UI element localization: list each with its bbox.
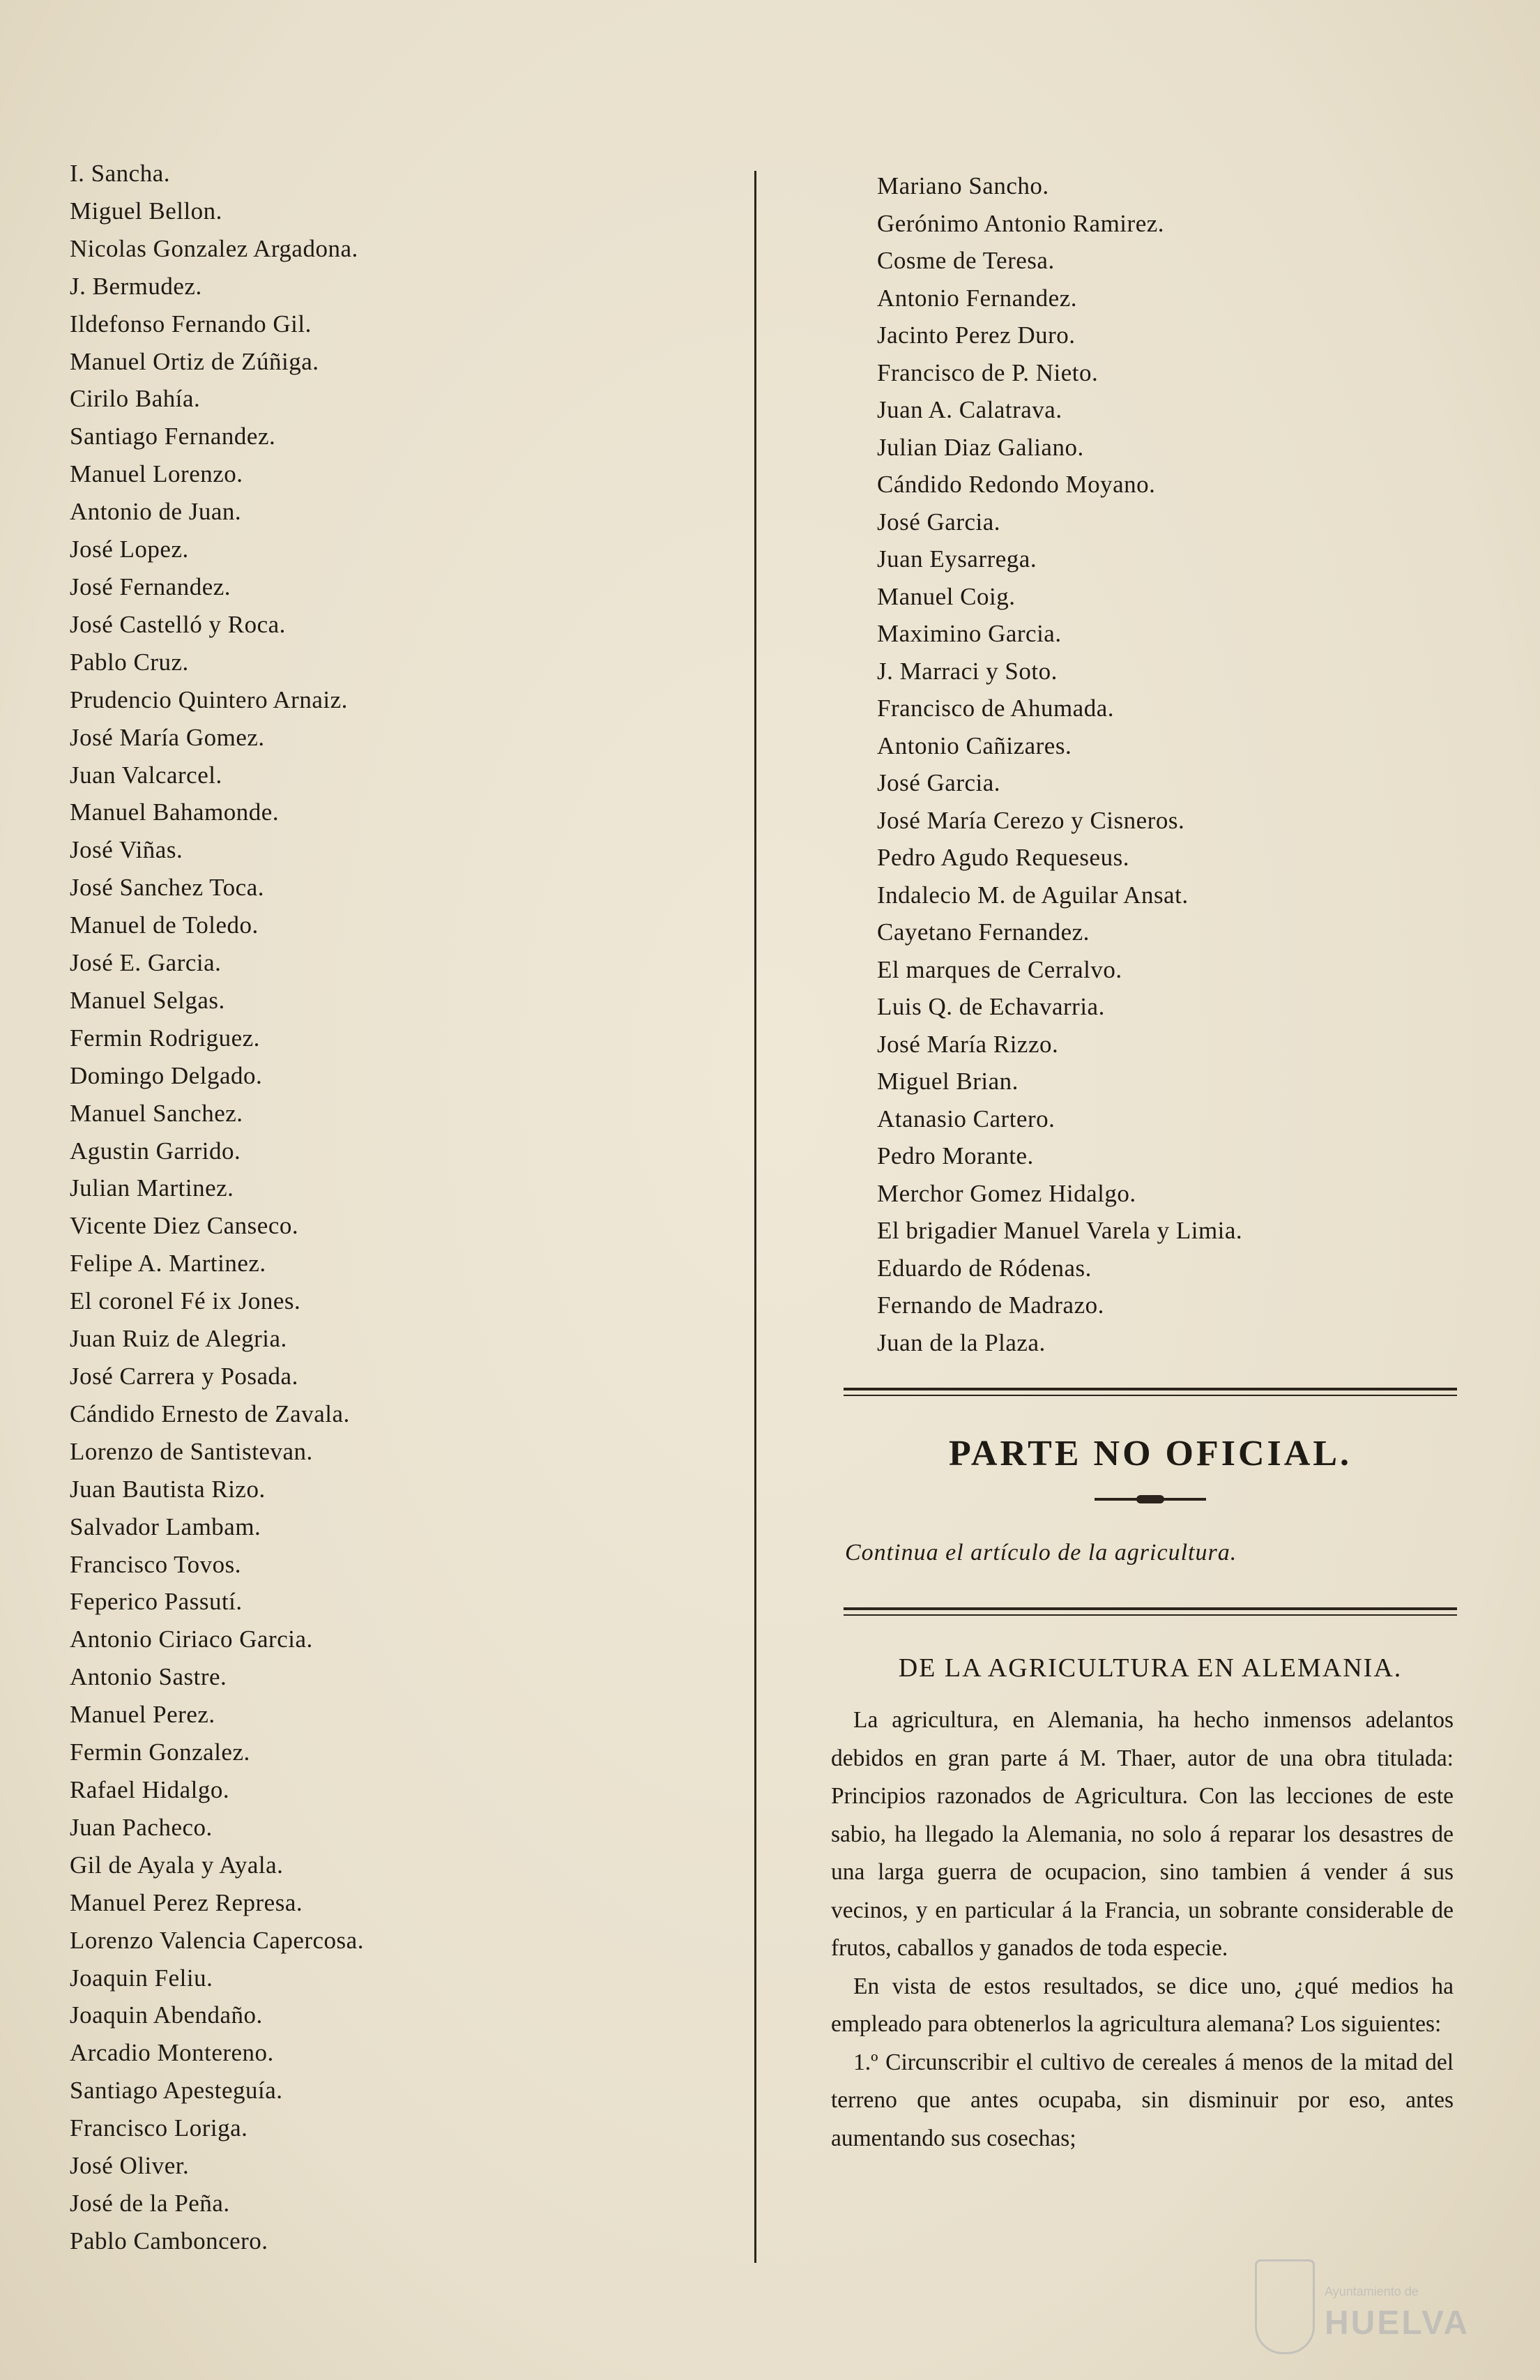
signatory-name: Joaquin Abendaño. xyxy=(70,2001,263,2029)
seal-big-text: HUELVA xyxy=(1325,2305,1470,2342)
column-divider xyxy=(754,171,756,2263)
signatory-name: Agustin Garrido. xyxy=(70,1137,241,1165)
signatory-name: José Fernandez. xyxy=(70,573,231,600)
signatory-name: José María Rizzo. xyxy=(877,1030,1059,1058)
shield-icon xyxy=(1255,2259,1315,2354)
signatory-name: Francisco Tovos. xyxy=(70,1550,241,1578)
signatory-name: José María Cerezo y Cisneros. xyxy=(877,806,1185,834)
signatory-name: Joaquin Feliu. xyxy=(70,1964,213,1992)
signatory-name: José E. Garcia. xyxy=(70,949,222,977)
signatory-name: Manuel Perez. xyxy=(70,1701,215,1729)
signatory-name: Rafael Hidalgo. xyxy=(70,1775,230,1803)
signatory-name: Ildefonso Fernando Gil. xyxy=(70,310,312,338)
signatory-name: Manuel Bahamonde. xyxy=(70,798,280,826)
signatory-name: Juan A. Calatrava. xyxy=(877,396,1062,423)
signatory-name: Manuel Lorenzo. xyxy=(70,460,243,488)
signatory-name: Cándido Ernesto de Zavala. xyxy=(70,1400,350,1427)
signatory-name: Merchor Gomez Hidalgo. xyxy=(877,1179,1136,1207)
signatory-name: Jacinto Perez Duro. xyxy=(877,321,1076,349)
signatory-name: José Sanchez Toca. xyxy=(70,874,265,902)
signatory-name: Domingo Delgado. xyxy=(70,1061,263,1089)
signatory-name: Gil de Ayala y Ayala. xyxy=(70,1851,284,1879)
signatory-name: Pedro Agudo Requeseus. xyxy=(877,844,1129,871)
continuation-note: Continua el artículo de la agricultura. xyxy=(845,1540,1237,1566)
ornament-divider xyxy=(1095,1498,1206,1501)
signatory-name: Pablo Cruz. xyxy=(70,648,189,676)
signatory-name: Gerónimo Antonio Ramirez. xyxy=(877,209,1165,237)
signatory-name: Francisco de P. Nieto. xyxy=(877,358,1099,386)
signatory-name: Antonio Ciriaco Garcia. xyxy=(70,1625,313,1653)
signatory-name: Francisco de Ahumada. xyxy=(877,695,1114,722)
article-title: DE LA AGRICULTURA EN ALEMANIA. xyxy=(898,1653,1403,1683)
signatory-name: J. Bermudez. xyxy=(70,272,202,300)
signatory-name: Juan Bautista Rizo. xyxy=(70,1475,266,1503)
article-body xyxy=(831,1701,1454,2158)
article-paragraph: La agricultura, en Alemania, ha hecho inmensos adelantos debidos en gran parte á M. Thaer, autor de una obra titulada: Principios razonados de Agricultura. Con las lecciones de este sabio, ha llegado la Alemania, no solo á reparar los desastres de una larga guerra de ocupacion, sino tambien á vender á sus vecinos, y en particular á la Francia, un sobrante considerable de frutos, caballos y ganados de toda especie. xyxy=(831,1707,1454,1961)
signatory-name: El coronel Fé ix Jones. xyxy=(70,1287,301,1315)
signatory-name: Manuel Sanchez. xyxy=(70,1099,243,1127)
signatory-name: Cirilo Bahía. xyxy=(70,385,201,413)
seal-small-text: Ayuntamiento de xyxy=(1325,2284,1419,2298)
signatory-name: Julian Diaz Galiano. xyxy=(877,433,1084,461)
signatory-name: Atanasio Cartero. xyxy=(877,1105,1055,1132)
signatory-name: Arcadio Montereno. xyxy=(70,2039,274,2067)
signatory-name: Julian Martinez. xyxy=(70,1174,234,1202)
signatory-name: Juan Eysarrega. xyxy=(877,545,1037,573)
signatory-name: Fermin Rodriguez. xyxy=(70,1024,260,1052)
signatory-name: Cayetano Fernandez. xyxy=(877,918,1090,946)
signatory-name: José de la Peña. xyxy=(70,2189,230,2217)
signatory-name: Lorenzo Valencia Capercosa. xyxy=(70,1926,364,1954)
signatory-name: Manuel de Toledo. xyxy=(70,911,259,939)
signatory-name: Maximino Garcia. xyxy=(877,620,1062,647)
signatory-name: Manuel Ortiz de Zúñiga. xyxy=(70,347,319,375)
signatory-name: Fernando de Madrazo. xyxy=(877,1291,1104,1319)
signatory-name: Manuel Selgas. xyxy=(70,986,225,1014)
signatory-name: J. Marraci y Soto. xyxy=(877,657,1058,685)
signatory-name: Luis Q. de Echavarria. xyxy=(877,993,1105,1020)
article-paragraph: En vista de estos resultados, se dice uno, ¿qué medios ha empleado para obtenerlos la agricultura alemana? Los siguientes: xyxy=(831,1973,1454,2037)
signatory-name: Eduardo de Ródenas. xyxy=(877,1254,1092,1282)
signatory-name: Santiago Apesteguía. xyxy=(70,2077,283,2105)
signatory-name: Lorenzo de Santistevan. xyxy=(70,1437,313,1465)
signatory-name: Santiago Fernandez. xyxy=(70,423,276,450)
signatory-name: Antonio Sastre. xyxy=(70,1663,227,1691)
signatory-name: El marques de Cerralvo. xyxy=(877,955,1122,983)
signatory-name: Juan Ruiz de Alegria. xyxy=(70,1325,287,1353)
section-rule-top xyxy=(844,1388,1457,1396)
signatory-name: El brigadier Manuel Varela y Limia. xyxy=(877,1217,1243,1244)
signatory-name: José Viñas. xyxy=(70,836,183,864)
signatory-name: Pedro Morante. xyxy=(877,1142,1034,1169)
signatory-name: José Castelló y Roca. xyxy=(70,610,286,638)
section-title: PARTE NO OFICIAL. xyxy=(948,1434,1352,1473)
section-rule-bottom xyxy=(844,1607,1457,1616)
signatory-name: Cándido Redondo Moyano. xyxy=(877,471,1156,498)
signatory-name: José Carrera y Posada. xyxy=(70,1363,298,1390)
signatory-name: Cosme de Teresa. xyxy=(877,247,1055,274)
signatory-name: Feperico Passutí. xyxy=(70,1588,243,1616)
signatory-name: Juan Pacheco. xyxy=(70,1813,213,1841)
signatory-name: José Oliver. xyxy=(70,2152,190,2180)
signatory-name: I. Sancha. xyxy=(70,160,170,187)
signatory-name: Francisco Loriga. xyxy=(70,2114,248,2142)
signatory-name: Prudencio Quintero Arnaiz. xyxy=(70,685,348,713)
signatory-name: José Garcia. xyxy=(877,508,1001,536)
signatory-name: José María Gomez. xyxy=(70,723,265,751)
signatory-name: Manuel Coig. xyxy=(877,582,1016,610)
signatory-name: Indalecio M. de Aguilar Ansat. xyxy=(877,881,1189,909)
signatory-name: Antonio de Juan. xyxy=(70,498,242,526)
signatory-name: Miguel Brian. xyxy=(877,1068,1019,1095)
signatory-name: Antonio Fernandez. xyxy=(877,284,1077,312)
signatory-name: Nicolas Gonzalez Argadona. xyxy=(70,234,358,262)
signatory-name: Salvador Lambam. xyxy=(70,1513,261,1540)
signatory-name: José Garcia. xyxy=(877,769,1001,796)
signatory-name: Antonio Cañizares. xyxy=(877,732,1072,759)
signatory-name: Juan Valcarcel. xyxy=(70,761,222,789)
signatory-name: Mariano Sancho. xyxy=(877,172,1049,199)
watermark-seal xyxy=(1255,2259,1478,2364)
signatory-name: Pablo Camboncero. xyxy=(70,2227,268,2254)
signatory-name: Vicente Diez Canseco. xyxy=(70,1212,299,1240)
signatory-name: Felipe A. Martinez. xyxy=(70,1250,266,1278)
signatory-name: José Lopez. xyxy=(70,536,189,563)
article-paragraph: 1.º Circunscribir el cultivo de cereales á menos de la mitad del terreno que antes ocupaba, sin disminuir por eso, antes aumentando sus cosechas; xyxy=(831,2049,1454,2151)
left-column-name-list xyxy=(70,155,697,2260)
signatory-name: Miguel Bellon. xyxy=(70,197,222,225)
signatory-name: Juan de la Plaza. xyxy=(877,1328,1046,1356)
signatory-name: Manuel Perez Represa. xyxy=(70,1888,303,1916)
right-column-name-list xyxy=(877,167,1477,1361)
signatory-name: Fermin Gonzalez. xyxy=(70,1738,250,1766)
